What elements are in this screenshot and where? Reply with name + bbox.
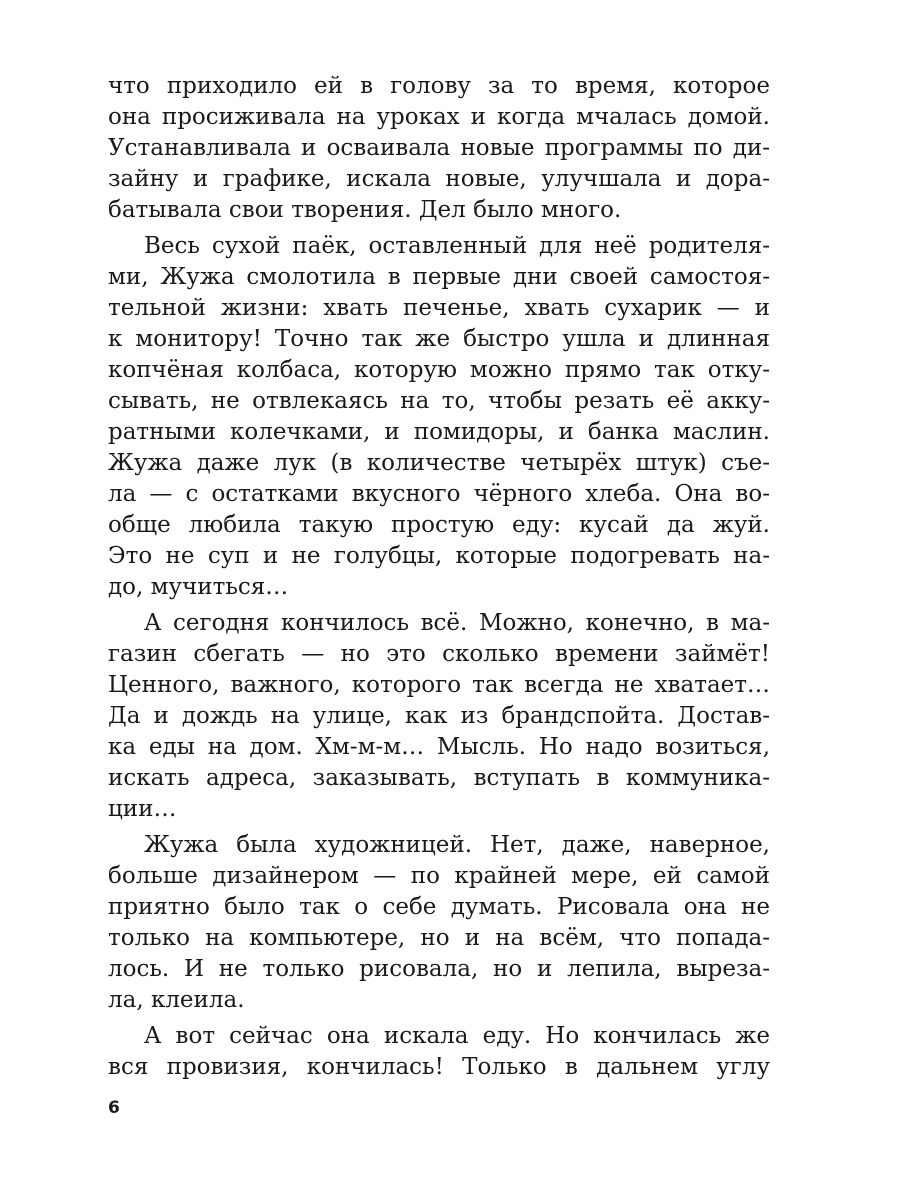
text-line: Весь сухой паёк, оставленный для неё родителя- [144, 233, 770, 259]
text-line: зайну и графике, искала новые, улучшала и дора- [108, 166, 770, 192]
text-line: Жужа даже лук (в количестве четырёх штук) съе- [108, 450, 770, 476]
text-line: ратными колечками, и помидоры, и банка маслин. [108, 419, 770, 445]
book-page-text [108, 71, 770, 1088]
text-line: Да и дождь на улице, как из брандспойта. Достав- [108, 703, 770, 729]
text-line: к монитору! Точно так же быстро ушла и длинная [108, 326, 770, 352]
text-line: ла, клеила. [108, 987, 245, 1013]
text-line: тельной жизни: хвать печенье, хвать сухарик — и [108, 295, 770, 321]
text-line: до, мучиться… [108, 574, 289, 600]
text-line: она просиживала на уроках и когда мчалась домой. [108, 104, 770, 130]
paragraph-5 [108, 1021, 770, 1083]
text-line: Жужа была художницей. Нет, даже, наверное, [144, 832, 770, 858]
text-line: А вот сейчас она искала еду. Но кончилась же [144, 1023, 770, 1049]
text-line: только на компьютере, но и на всём, что попада- [108, 925, 770, 951]
paragraph-4 [108, 830, 770, 1016]
text-line: Это не суп и не голубцы, которые подогревать на- [108, 543, 770, 569]
text-line: вся провизия, кончилась! Только в дальнем углу [108, 1054, 770, 1080]
text-line: ции… [108, 796, 177, 822]
paragraph-1 [108, 71, 770, 226]
text-line: приятно было так о себе думать. Рисовала она не [108, 894, 770, 920]
text-line: сывать, не отвлекаясь на то, чтобы резать её акку- [108, 388, 770, 414]
text-line: обще любила такую простую еду: кусай да жуй. [108, 512, 770, 538]
text-line: ка еды на дом. Хм-м-м… Мысль. Но надо возиться, [108, 734, 770, 760]
text-line: газин сбегать — но это сколько времени займёт! [108, 641, 770, 667]
text-line: копчёная колбаса, которую можно прямо так отку- [108, 357, 770, 383]
text-line: искать адреса, заказывать, вступать в коммуника- [108, 765, 770, 791]
text-line: что приходило ей в голову за то время, которое [108, 73, 770, 99]
text-line: больше дизайнером — по крайней мере, ей самой [108, 863, 770, 889]
text-line: ла — с остатками вкусного чёрного хлеба. Она во- [108, 481, 770, 507]
text-line: ми, Жужа смолотила в первые дни своей самостоя- [108, 264, 770, 290]
text-line: Ценного, важного, которого так всегда не хватает… [108, 672, 770, 698]
page-number: 6 [108, 1098, 120, 1118]
paragraph-2 [108, 231, 770, 603]
text-line: Устанавливала и осваивала новые программы по ди- [108, 135, 770, 161]
text-line: лось. И не только рисовала, но и лепила, выреза- [108, 956, 770, 982]
text-line: А сегодня кончилось всё. Можно, конечно, в ма- [144, 610, 770, 636]
paragraph-3 [108, 608, 770, 825]
text-line: батывала свои творения. Дел было много. [108, 197, 622, 223]
